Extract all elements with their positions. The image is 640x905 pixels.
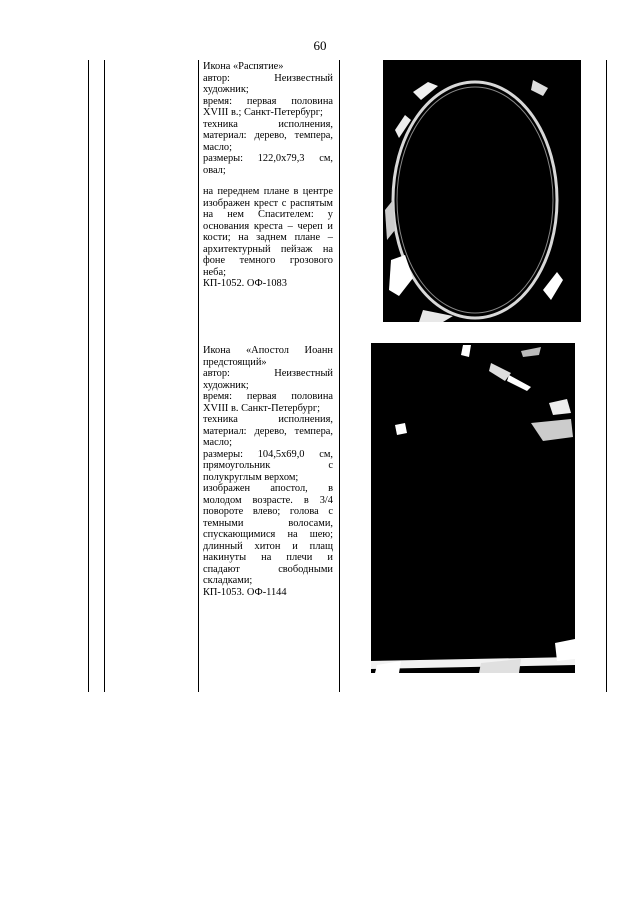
entry-inventory-number: КП-1052. ОФ-1083 [203,278,287,289]
icon-photo-apostle-john [371,343,575,673]
table-border-line [88,60,89,692]
catalog-entry-text [203,61,333,290]
oval-frame-image [383,60,581,322]
table-border-line [339,60,340,692]
entry-title: Икона «Апостол Иоанн предстоящий» [203,345,333,368]
entry-author: автор: Неизвестный художник; [203,72,333,95]
page-number: 60 [313,38,327,53]
entry-technique: техника исполнения, материал: дерево, темпера, масло; [203,118,333,153]
entry-description: на переднем плане в центре изображен крест с распятым на нем Спасителем: у основания креста – череп и кости; на заднем плане – архитектурный пейзаж на фоне темного грозового неба; [203,186,333,278]
entry-size: размеры: 122,0x79,3 см, овал; [203,153,333,176]
table-border-line [104,60,105,692]
entry-title: Икона «Распятие» [203,61,284,72]
entry-technique: техника исполнения, материал: дерево, темпера, масло; [203,414,333,448]
table-border-line [198,60,199,692]
entry-author: автор: Неизвестный художник; [203,368,333,391]
table-border-line [606,60,607,692]
icon-photo-crucifixion [383,60,581,322]
entry-description: изображен апостол, в молодом возрасте. в 3/4 повороте влево; голова с темными волосами, спускающимися на шею; длинный хитон и плащ накинуты на плечи и спадают свободными складками; [203,483,333,586]
entry-inventory-number: КП-1053. ОФ-1144 [203,586,287,598]
entry-date: время: первая половина XVIII в. Санкт-Петербург; [203,391,333,414]
entry-size: размеры: 104,5x69,0 см, прямоугольник с полукруглым верхом; [203,448,333,483]
catalog-entry-text [203,345,333,598]
entry-date: время: первая половина XVIII в.; Санкт-Петербург; [203,95,333,118]
arched-frame-image [371,343,575,673]
